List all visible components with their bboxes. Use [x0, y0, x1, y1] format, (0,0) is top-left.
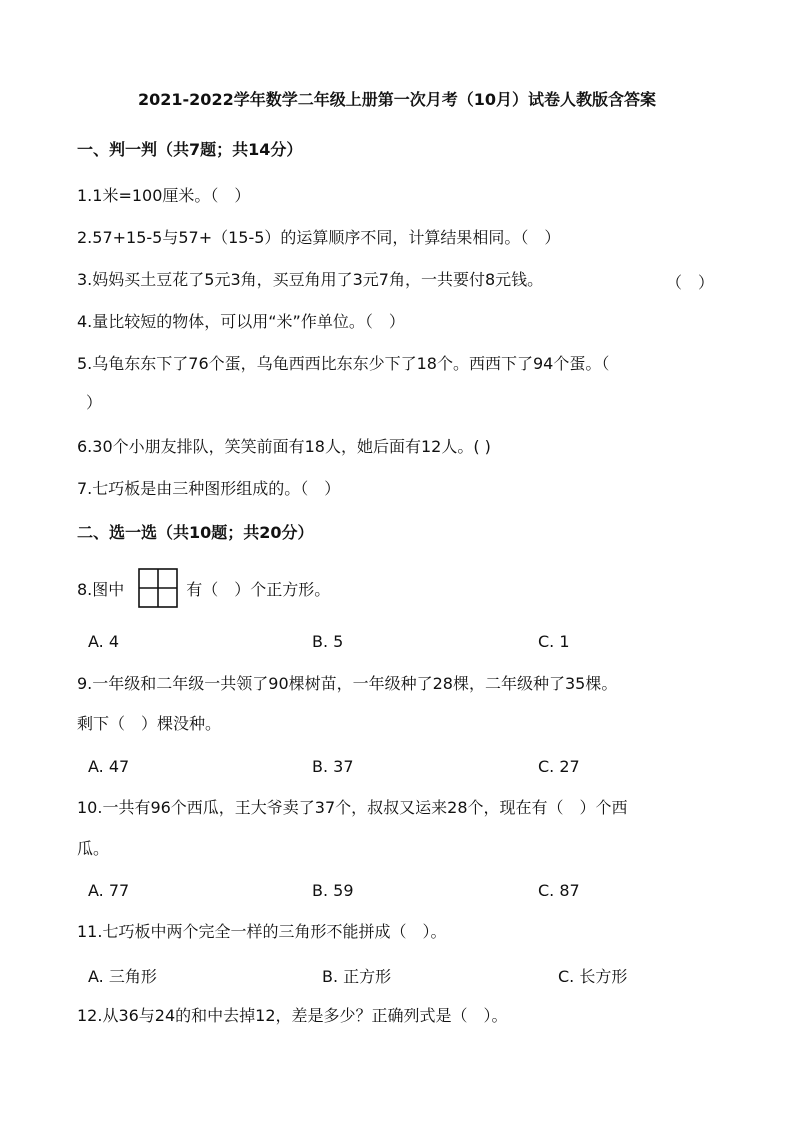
question-8-option-b: B. 5: [312, 632, 344, 651]
question-10-option-a: A. 77: [88, 881, 130, 900]
question-8-option-a: A. 4: [88, 632, 120, 651]
question-10-option-c: C. 87: [538, 881, 580, 900]
question-8: [77, 566, 330, 610]
question-10-line-2: 瓜。: [77, 839, 110, 858]
question-9-option-a: A. 47: [88, 757, 130, 776]
question-8-prefix: 8.图中: [77, 579, 125, 599]
question-2: 2.57+15-5与57+（15-5）的运算顺序不同，计算结果相同。（ ）: [77, 228, 561, 247]
question-5-line-2: ）: [86, 393, 103, 412]
question-4: 4.量比较短的物体，可以用“米”作单位。（ ）: [77, 312, 405, 331]
question-6: 6.30个小朋友排队，笑笑前面有18人，她后面有12人。( ): [77, 437, 491, 456]
question-11-option-b: B. 正方形: [322, 967, 392, 986]
four-square-grid-figure: [138, 568, 178, 608]
question-3-answer-paren: （ ）: [666, 273, 715, 292]
question-9-option-c: C. 27: [538, 757, 580, 776]
question-5-line-1: 5.乌龟东东下了76个蛋，乌龟西西比东东少下了18个。西西下了94个蛋。（: [77, 354, 610, 373]
question-8-suffix: 有（ ）个正方形。: [186, 579, 331, 599]
question-11-option-c: C. 长方形: [558, 967, 628, 986]
question-3: 3.妈妈买土豆花了5元3角，买豆角用了3元7角，一共要付8元钱。: [77, 270, 544, 289]
page-title: 2021-2022学年数学二年级上册第一次月考（10月）试卷人教版含答案: [138, 90, 656, 109]
question-12: 12.从36与24的和中去掉12，差是多少？正确列式是（ ）。: [77, 1006, 508, 1025]
question-9-line-2: 剩下（ ）棵没种。: [77, 714, 222, 733]
section-heading-judge: 一、判一判（共7题；共14分）: [77, 140, 303, 159]
question-10-line-1: 10.一共有96个西瓜，王大爷卖了37个，叔叔又运来28个，现在有（ ）个西: [77, 798, 628, 817]
question-7: 7.七巧板是由三种图形组成的。（ ）: [77, 479, 341, 498]
question-10-option-b: B. 59: [312, 881, 354, 900]
question-11: 11.七巧板中两个完全一样的三角形不能拼成（ ）。: [77, 922, 447, 941]
question-8-option-c: C. 1: [538, 632, 570, 651]
section-heading-choose: 二、选一选（共10题；共20分）: [77, 523, 314, 542]
question-9-line-1: 9.一年级和二年级一共领了90棵树苗，一年级种了28棵，二年级种了35棵。: [77, 674, 618, 693]
question-1: 1.1米=100厘米。（ ）: [77, 186, 251, 205]
question-11-option-a: A. 三角形: [88, 967, 157, 986]
question-9-option-b: B. 37: [312, 757, 354, 776]
